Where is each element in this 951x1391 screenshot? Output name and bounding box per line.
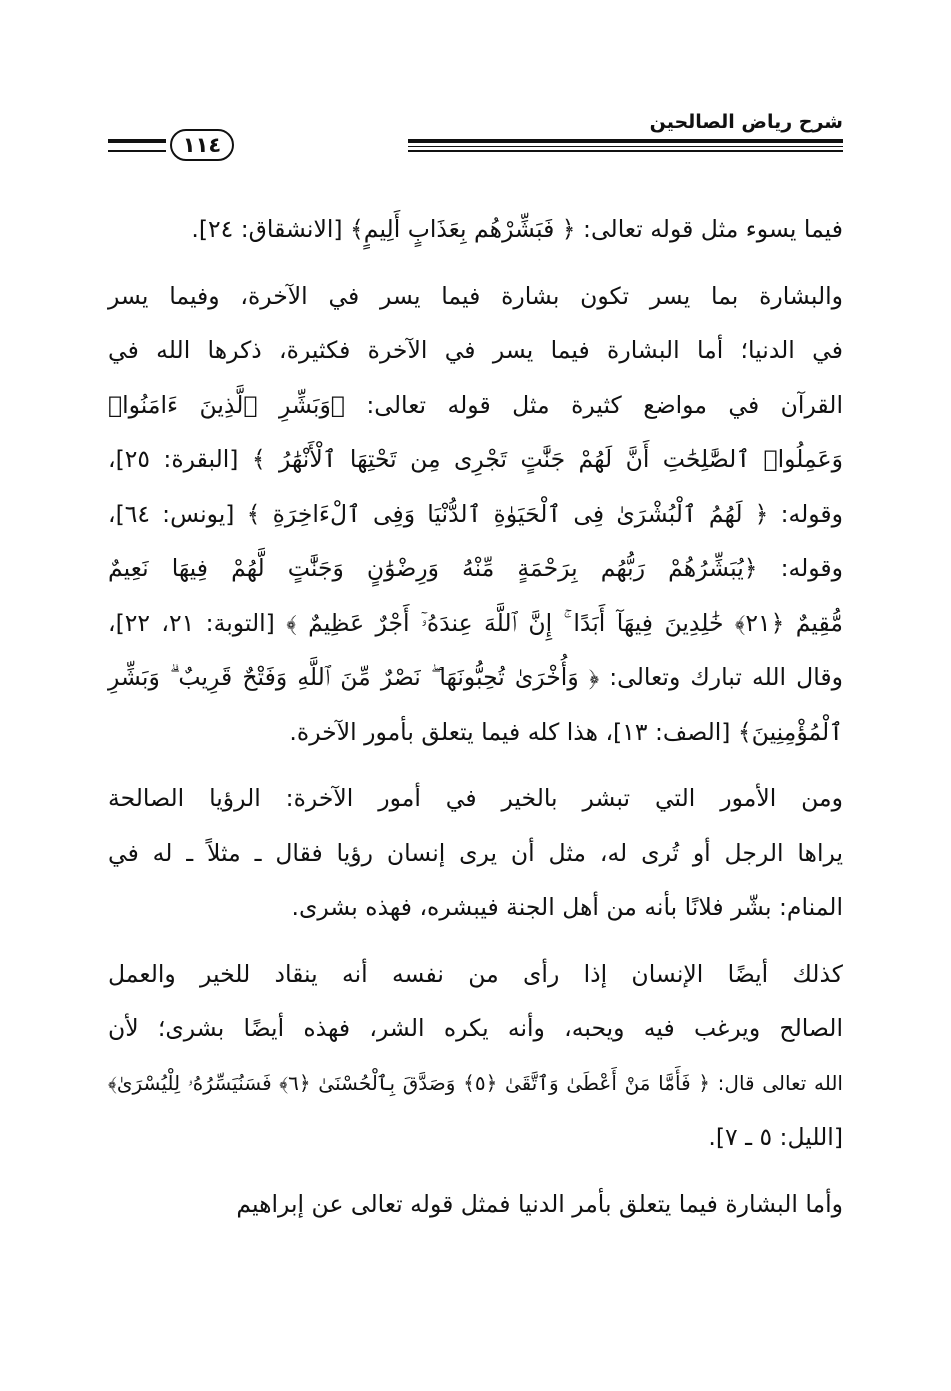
text-line: كذلك أيضًا الإنسان إذا رأى من نفسه أنه ينقاد للخير والعمل xyxy=(108,959,843,988)
book-title: شرح رياض الصالحين xyxy=(649,111,843,133)
header-rule-left xyxy=(108,139,166,152)
text-line: ٱلْمُؤْمِنِينَ﴾ [الصف: ١٣]، هذا كله فيما يتعلق بأمور الآخرة. xyxy=(289,717,843,746)
text-line: الصالح ويرغب فيه ويحبه، وأنه يكره الشر، فهذه أيضًا بشرى؛ لأن xyxy=(108,1014,843,1042)
text-line: وقوله: ﴿ لَهُمُ ٱلْبُشْرَىٰ فِى ٱلْحَيَوٰةِ ٱلدُّنْيَا وَفِى ٱلْءَاخِرَةِ ﴾ [يونس: ٦٤]، xyxy=(108,499,843,528)
text-line: في الدنيا؛ أما البشارة فيما يسر في الآخرة فكثيرة، ذكرها الله في xyxy=(108,336,843,364)
text-line: المنام: بشّر فلانًا بأنه من أهل الجنة فيبشره، فهذه بشرى. xyxy=(291,893,843,921)
text-line: [الليل: ٥ ـ ٧]. xyxy=(708,1123,843,1151)
text-line: الله تعالى قال: ﴿ فَأَمَّا مَنْ أَعْطَىٰ وَٱتَّقَىٰ ﴿٥﴾ وَصَدَّقَ بِٱلْحُسْنَىٰ ﴿٦﴾ فَسَنُيَسِّرُهُۥ لِلْيُسْرَىٰ﴾ xyxy=(108,1070,843,1095)
text-line: فيما يسوء مثل قوله تعالى: ﴿ فَبَشِّرْهُم بِعَذَابٍ أَلِيمٍ﴾ [الانشقاق: ٢٤]. xyxy=(191,215,843,243)
text-line: وأما البشارة فيما يتعلق بأمر الدنيا فمثل قوله تعالى عن إبراهيم xyxy=(236,1189,843,1218)
text-line: مُّقِيمٌ ﴿٢١﴾ خَٰلِدِينَ فِيهَآ أَبَدًا ۚ إِنَّ ٱللَّهَ عِندَهُۥٓ أَجْرٌ عَظِيمٌ ﴾ [التوبة: ٢١، ٢٢]، xyxy=(108,608,843,637)
text-line: وقوله: ﴿يُبَشِّرُهُمْ رَبُّهُم بِرَحْمَةٍ مِّنْهُ وَرِضْوَٰنٍ وَجَنَّٰتٍ لَّهُمْ فِيهَا نَعِيمٌ xyxy=(108,554,843,582)
text-line: والبشارة بما يسر تكون بشارة فيما يسر في الآخرة، وفيما يسر xyxy=(108,281,843,310)
page-body xyxy=(108,202,843,1231)
text-line: ومن الأمور التي تبشر بالخير في أمور الآخرة: الرؤيا الصالحة xyxy=(108,784,843,812)
text-line: القرآن في مواضع كثيرة مثل قوله تعالى: ﴿وَبَشِّرِ ٱلَّذِينَ ءَامَنُوا۟ xyxy=(108,390,843,419)
text-line: وقال الله تبارك وتعالى: ﴿ وَأُخْرَىٰ تُحِبُّونَهَا ۖ نَصْرٌ مِّنَ ٱللَّهِ وَفَتْحٌ قَرِيبٌ ۗ وَبَشِّرِ xyxy=(108,663,843,691)
header-rule-right xyxy=(408,139,843,152)
page-header xyxy=(108,108,843,168)
text-line: وَعَمِلُوا۟ ٱلصَّٰلِحَٰتِ أَنَّ لَهُمْ جَنَّٰتٍ تَجْرِى مِن تَحْتِهَا ٱلْأَنْهَٰرُ ﴾ [البقرة: ٢٥]، xyxy=(108,445,843,473)
page-number: ١١٤ xyxy=(170,129,234,161)
text-line: يراها الرجل أو تُرى له، مثل أن يرى إنسان رؤيا فقال ـ مثلاً ـ له في xyxy=(108,838,843,867)
